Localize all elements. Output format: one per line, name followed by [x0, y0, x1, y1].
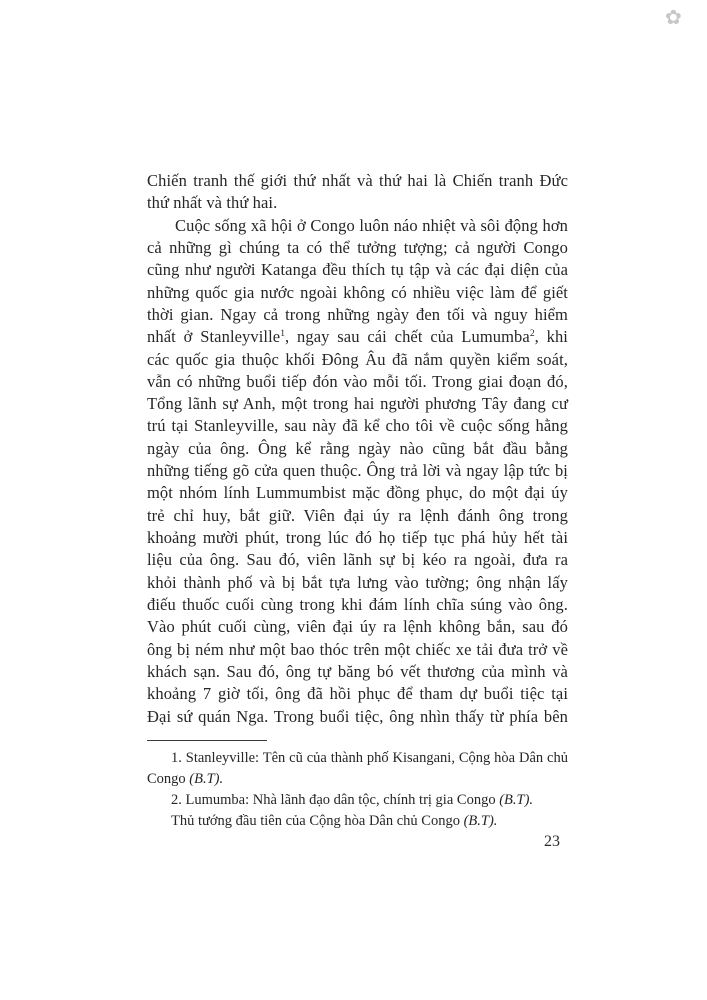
footnote-line: 1. Stanleyville: Tên cũ của thành phố Kisangani, Cộng hòa Dân chủ — [171, 750, 568, 766]
body-text-segment: , ngay sau cái chết của Lumumba — [284, 327, 530, 347]
flower-ornament-icon: ✿ — [665, 5, 682, 29]
body-line: vẫn có những buổi tiếp đón vào mỗi tối. Trong giai đoạn đó, — [147, 371, 568, 391]
body-line: thứ nhất và thứ hai. — [147, 193, 278, 213]
footnote-line — [147, 811, 568, 832]
body-line-with-footnote-refs — [147, 326, 568, 348]
body-line: một nhóm lính Lummumbist mặc đồng phục, do một đại úy — [147, 483, 568, 503]
footnote-text: 2. Lumumba: Nhà lãnh đạo dân tộc, chính trị gia Congo — [171, 791, 500, 808]
body-text — [147, 170, 568, 728]
translator-note: (B.T). — [463, 812, 498, 829]
body-line: khách sạn. Sau đó, ông tự băng bó vết thương của mình và — [147, 661, 568, 681]
footnote-line — [147, 790, 568, 811]
body-line: các quốc gia thuộc khối Đông Âu đã nắm quyền kiểm soát, — [147, 349, 568, 369]
footnotes-section — [147, 740, 568, 832]
body-line: Vào phút cuối cùng, viên đại úy ra lệnh không bắn, sau đó — [147, 617, 568, 637]
body-line: những quốc gia nước ngoài không có nhiều việc làm để giết — [147, 282, 568, 302]
translator-note: (B.T). — [499, 791, 534, 808]
body-line: ngày của ông. Ông kể rằng ngày nào cũng bắt đầu bằng — [147, 438, 568, 458]
body-line: trú tại Stanleyville, sau này đã kể cho tôi về cuộc sống hằng — [147, 416, 568, 436]
body-line: Đại sứ quán Nga. Trong buổi tiệc, ông nhìn thấy từ phía bên — [147, 706, 568, 726]
body-line: Cuộc sống xã hội ở Congo luôn náo nhiệt và sôi động hơn — [175, 215, 568, 235]
footnote-ref-2: 2 — [529, 329, 535, 340]
footnote-line — [147, 769, 568, 790]
body-text-segment: , khi — [534, 327, 568, 347]
body-line: khỏi thành phố và bị bắt tựa lưng vào tường; ông nhận lấy — [147, 572, 568, 592]
page-number: 23 — [544, 833, 560, 850]
body-text-segment: nhất ở Stanleyville — [147, 327, 281, 347]
body-line: Chiến tranh thế giới thứ nhất và thứ hai là Chiến tranh Đức — [147, 171, 568, 190]
body-line: những tiếng gõ cửa quen thuộc. Ông trả lời và ngay lập tức bị — [147, 461, 568, 481]
footnote-text: Thủ tướng đầu tiên của Cộng hòa Dân chủ Congo — [171, 812, 464, 829]
body-line: điếu thuốc cuối cùng trong khi đám lính chĩa súng vào ông. — [147, 594, 568, 614]
footnote-text: Congo — [147, 770, 190, 787]
body-line: ông bị ném như một bao thóc trên một chiếc xe tải đưa trở về — [147, 639, 568, 659]
body-line: cũng như người Katanga đều thích tụ tập và các đại diện của — [147, 260, 568, 280]
body-line: cả những gì chúng ta có thể tưởng tượng; cả người Congo — [147, 237, 568, 257]
translator-note: (B.T). — [189, 770, 224, 787]
body-line: liệu của ông. Sau đó, viên lãnh sự bị kéo ra ngoài, đưa ra — [147, 550, 568, 570]
footnote-divider — [147, 740, 267, 741]
body-line: Tổng lãnh sự Anh, một trong hai người phương Tây đang cư — [147, 394, 568, 414]
body-line: trẻ chỉ huy, bắt giữ. Viên đại úy ra lệnh đánh ông trong — [147, 505, 568, 525]
body-line: khoảng 7 giờ tối, ông đã hồi phục để tham dự buổi tiệc tại — [147, 684, 568, 704]
body-line: khoảng mười phút, trong lúc đó họ tiếp tục phá hủy hết tài — [147, 528, 568, 547]
footnote-ref-1: 1 — [280, 329, 285, 340]
body-line: thời gian. Ngay cả trong những ngày đen tối và nguy hiểm — [147, 304, 568, 324]
